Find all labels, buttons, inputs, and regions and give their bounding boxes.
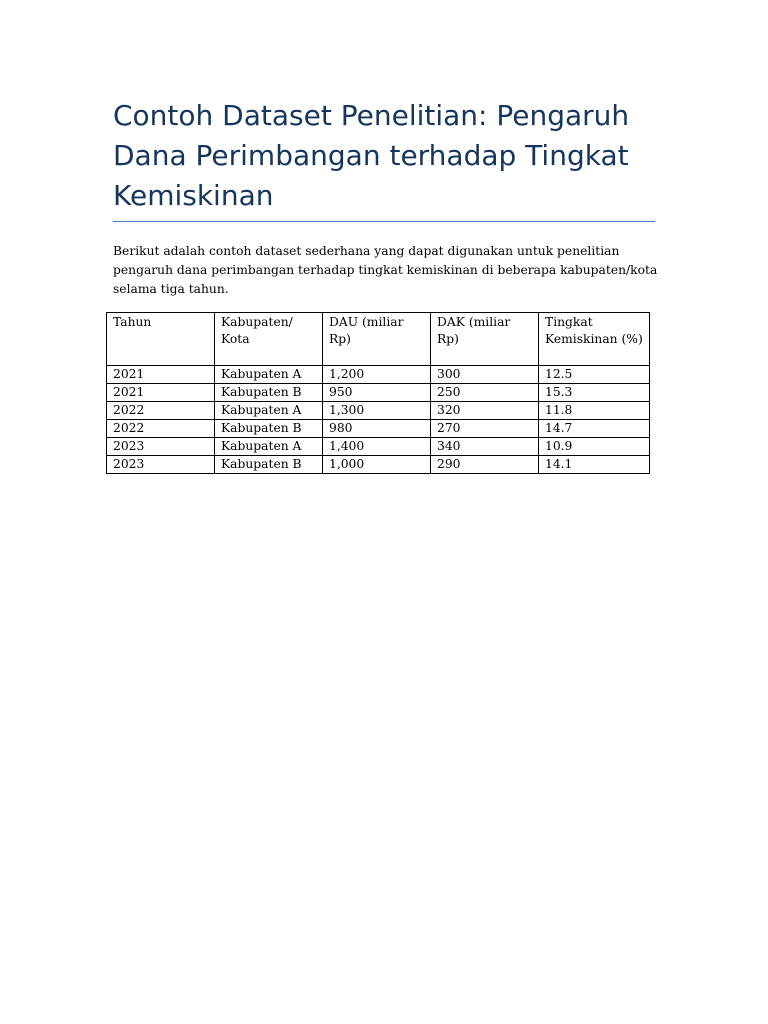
header-dak: DAK (miliar Rp) (431, 313, 539, 366)
cell-tahun: 2022 (107, 420, 215, 438)
cell-tahun: 2022 (107, 402, 215, 420)
cell-dak: 290 (431, 456, 539, 474)
cell-dau: 1,200 (323, 366, 431, 384)
cell-dak: 340 (431, 438, 539, 456)
cell-dau: 1,400 (323, 438, 431, 456)
table-row (107, 366, 650, 384)
title-divider (113, 221, 655, 222)
header-tahun: Tahun (107, 313, 215, 366)
table-row (107, 438, 650, 456)
header-tingkat-kemiskinan: Tingkat Kemiskinan (%) (539, 313, 650, 366)
cell-kabupaten: Kabupaten B (215, 456, 323, 474)
header-dau: DAU (miliar Rp) (323, 313, 431, 366)
cell-dak: 250 (431, 384, 539, 402)
cell-kemiskinan: 12.5 (539, 366, 650, 384)
cell-kemiskinan: 10.9 (539, 438, 650, 456)
cell-tahun: 2023 (107, 438, 215, 456)
document-title: Contoh Dataset Penelitian: Pengaruh Dana Perimbangan terhadap Tingkat Kemiskinan (113, 99, 630, 212)
table-row (107, 420, 650, 438)
cell-dau: 980 (323, 420, 431, 438)
cell-tahun: 2023 (107, 456, 215, 474)
table-row (107, 384, 650, 402)
cell-tahun: 2021 (107, 384, 215, 402)
cell-dak: 300 (431, 366, 539, 384)
cell-tahun: 2021 (107, 366, 215, 384)
cell-dau: 1,300 (323, 402, 431, 420)
cell-dau: 1,000 (323, 456, 431, 474)
table-header-row (107, 313, 650, 366)
header-kabupaten-kota: Kabupaten/ Kota (215, 313, 323, 366)
cell-kemiskinan: 15.3 (539, 384, 650, 402)
cell-kabupaten: Kabupaten A (215, 402, 323, 420)
cell-kemiskinan: 11.8 (539, 402, 650, 420)
table-row (107, 456, 650, 474)
cell-dau: 950 (323, 384, 431, 402)
cell-kabupaten: Kabupaten B (215, 420, 323, 438)
cell-kemiskinan: 14.7 (539, 420, 650, 438)
cell-kabupaten: Kabupaten A (215, 366, 323, 384)
dataset-table (106, 312, 650, 474)
cell-dak: 320 (431, 402, 539, 420)
cell-kabupaten: Kabupaten B (215, 384, 323, 402)
intro-paragraph: Berikut adalah contoh dataset sederhana yang dapat digunakan untuk penelitian pengaruh dana perimbangan terhadap tingkat kemiskinan di beberapa kabupaten/kota selama tiga tahun. (113, 244, 658, 296)
cell-dak: 270 (431, 420, 539, 438)
cell-kabupaten: Kabupaten A (215, 438, 323, 456)
cell-kemiskinan: 14.1 (539, 456, 650, 474)
table-row (107, 402, 650, 420)
